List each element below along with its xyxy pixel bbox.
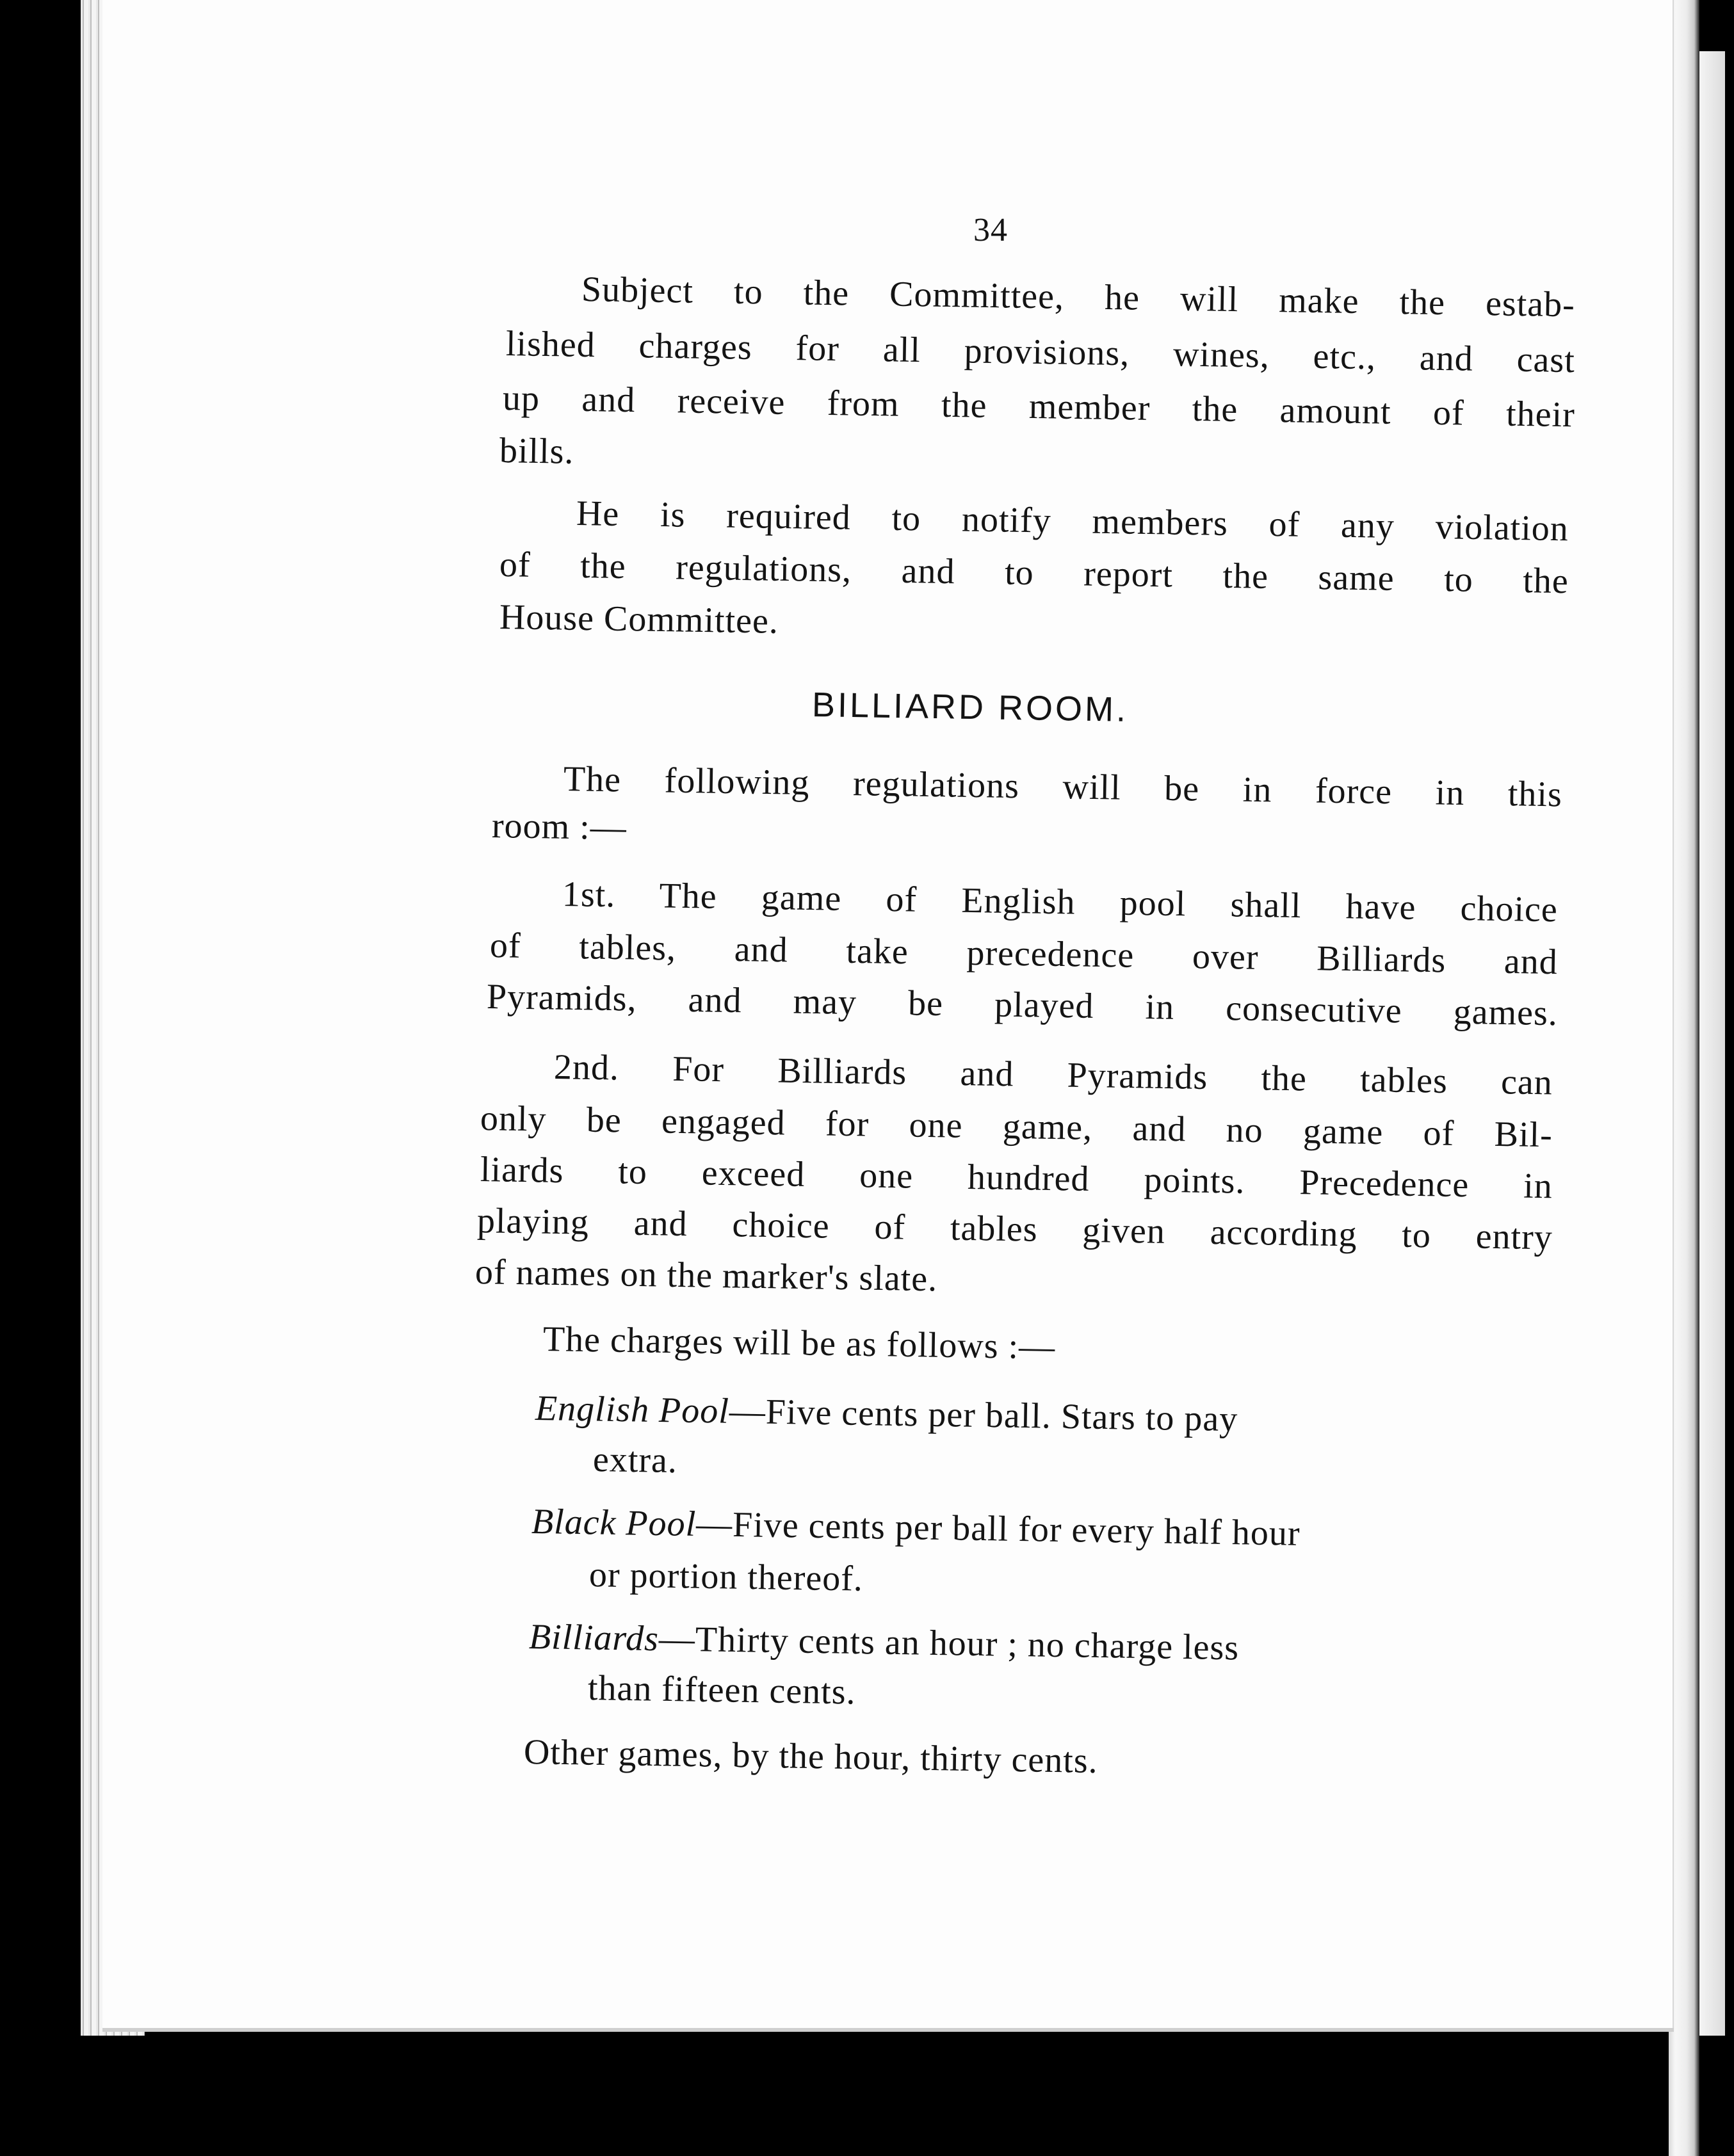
charges-intro: The charges will be as follows :— [542, 1319, 1056, 1367]
rule-line: of names on the marker's slate. [474, 1252, 938, 1299]
charge-term: English Pool [535, 1388, 730, 1431]
charge-item [535, 1388, 1544, 1445]
charge-item [528, 1616, 1239, 1668]
charge-continuation: than fifteen cents. [587, 1668, 857, 1712]
charge-description: —Five cents per ball. Stars to pay [729, 1391, 1238, 1440]
paragraph-line: bills. [499, 431, 574, 472]
paragraph-line: House Committee. [499, 597, 779, 641]
rule-line: liards to exceed one hundred points. Precedence in [480, 1150, 1553, 1207]
paragraph-line: He is required to notify members of any violation [576, 494, 1569, 549]
intro-line: room :— [491, 806, 628, 848]
charge-description: —Five cents per ball for every half hour [695, 1504, 1301, 1554]
rule-line: Pyramids, and may be played in consecutive games. [486, 977, 1559, 1034]
page-bottom-edge [102, 2028, 1674, 2032]
rule-line: only be engaged for one game, and no game of Bil- [480, 1098, 1553, 1155]
paragraph-line: Subject to the Committee, he will make the estab- [581, 270, 1576, 325]
book-page [102, 0, 1674, 2028]
paragraph-line: up and receive from the member the amount of their [502, 378, 1576, 435]
intro-line: The following regulations will be in force in this [563, 759, 1563, 815]
paragraph-line: of the regulations, and to report the same to the [499, 545, 1569, 602]
page-number: 34 [973, 212, 1008, 248]
paragraph-line: lished charges for all provisions, wines, etc., and cast [505, 324, 1576, 381]
rule-line: 1st. The game of English pool shall have choice [562, 874, 1559, 930]
charge-continuation: extra. [592, 1440, 678, 1481]
facing-page-edge [1699, 51, 1725, 2036]
closing-line: Other games, by the hour, thirty cents. [523, 1732, 1099, 1782]
rule-line: playing and choice of tables given according to entry [476, 1201, 1553, 1258]
charge-item [531, 1501, 1300, 1554]
section-heading: BILLIARD ROOM. [811, 686, 1129, 729]
page-text [102, 0, 1674, 2028]
charge-term: Black Pool [531, 1502, 697, 1545]
charge-term: Billiards [528, 1617, 660, 1659]
charge-description: —Thirty cents an hour ; no charge less [658, 1619, 1240, 1668]
charge-continuation: or portion thereof. [588, 1555, 864, 1599]
rule-line: 2nd. For Billiards and Pyramids the tables can [553, 1047, 1553, 1103]
rule-line: of tables, and take precedence over Billiards and [489, 926, 1559, 983]
